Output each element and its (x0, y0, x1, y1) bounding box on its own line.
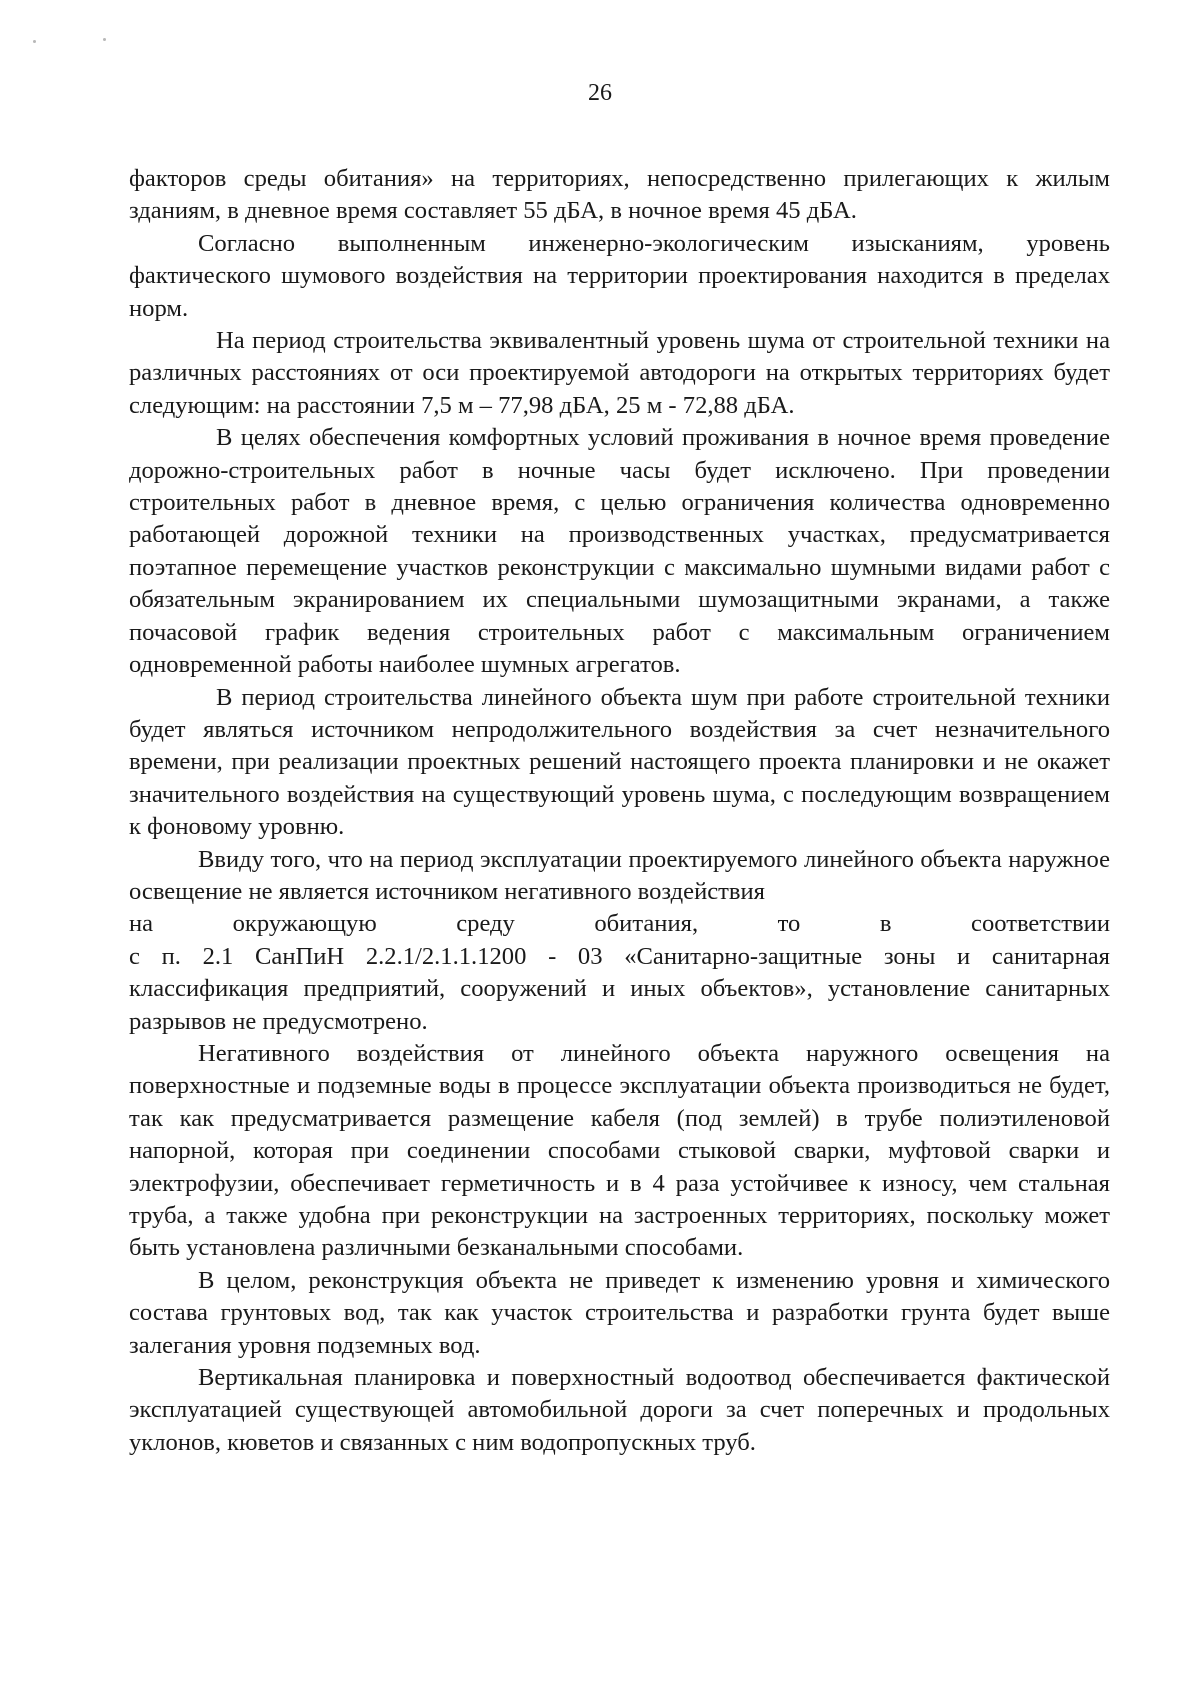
paragraph-lighting-sanitary-gaps-line-1: Ввиду того, что на период эксплуатации проектируемого линейного объекта наружное освещение не является источником негативного воздействия (129, 845, 1110, 905)
paragraph-lighting-sanitary-gaps-line-2: на окружающую среду обитания, то в соответствии (129, 910, 1110, 938)
paragraph-drainage: Вертикальная планировка и поверхностный водоотвод обеспечивается фактической эксплуатацией существующей автомобильной дороги за счет поперечных и продольных уклонов, кюветов и связанных с ним водопропускных труб. (129, 1364, 1110, 1456)
paragraph-construction-noise-levels: На период строительства эквивалентный уровень шума от строительной техники на различных расстояниях от оси проектируемой автодороги на открытых территориях будет следующим: на расстоянии 7,5 м – 77,98 дБА, 25 м - 72,88 дБА. (129, 327, 1110, 419)
paragraph-noise-norms-continued: факторов среды обитания» на территориях, непосредственно прилегающих к жилым зданиям, в дневное время составляет 55 дБА, в ночное время 45 дБА. (129, 165, 1110, 225)
paragraph-lighting-sanitary-gaps-line-3: с п. 2.1 СанПиН 2.2.1/2.1.1.1200 - 03 «Санитарно-защитные зоны и санитарная классификация предприятий, сооружений и иных объектов», установление санитарных разрывов не предусмотрено. (129, 942, 1110, 1035)
document-body (129, 163, 1110, 1459)
scan-speck (103, 38, 106, 41)
page-number: 26 (588, 80, 612, 106)
paragraph-night-work-restrictions: В целях обеспечения комфортных условий проживания в ночное время проведение дорожно-строительных работ в ночные часы будет исключено. При проведении строительных работ в дневное время, с целью ограничения количества одновременно работающей дорожной техники на производственных участках, предусматривается поэтапное перемещение участков реконструкции с максимально шумными видами работ с обязательным экранированием их специальными шумозащитными экранами, а также почасовой график ведения строительных работ с максимальным ограничением одновременной работы наиболее шумных агрегатов. (129, 424, 1110, 679)
paragraph-lighting-sanitary-gaps (129, 844, 1110, 1038)
scan-speck (33, 40, 36, 43)
paragraph-groundwater-protection: Негативного воздействия от линейного объекта наружного освещения на поверхностные и подземные воды в процессе эксплуатации объекта производиться не будет, так как предусматривается размещение кабеля (под землей) в трубе полиэтиленовой напорной, которая при соединении способами стыковой сварки, муфтовой сварки и электрофузии, обеспечивает герметичность и в 4 раза устойчивее к износу, чем стальная труба, а также удобна при реконструкции на застроенных территориях, поскольку может быть установлена различными безканальными способами. (129, 1039, 1110, 1262)
paragraph-groundwater-composition: В целом, реконструкция объекта не приведет к изменению уровня и химического состава грунтовых вод, так как участок строительства и разработки грунта будет выше залегания уровня подземных вод. (129, 1266, 1110, 1359)
paragraph-short-term-noise-impact: В период строительства линейного объекта шум при работе строительной техники будет являться источником непродолжительного воздействия за счет незначительного времени, при реализации проектных решений настоящего проекта планировки и не окажет значительного воздействия на существующий уровень шума, с последующим возвращением к фоновому уровню. (129, 683, 1110, 841)
paragraph-survey-results: Согласно выполненным инженерно-экологическим изысканиям, уровень фактического шумового воздействия на территории проектирования находится в пределах норм. (129, 229, 1110, 322)
